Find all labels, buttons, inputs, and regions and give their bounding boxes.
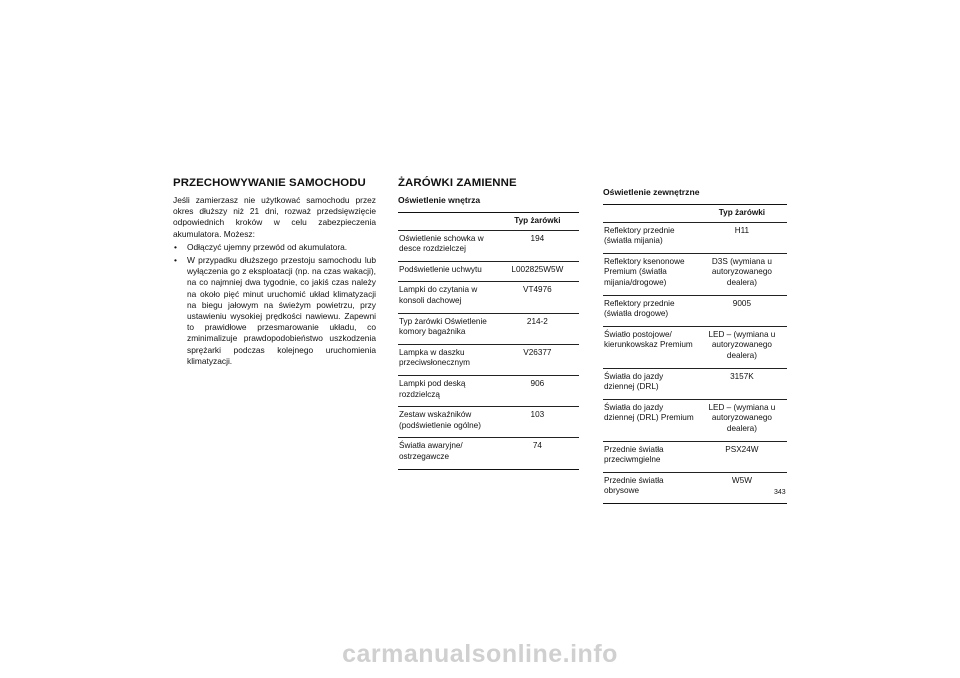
watermark-text: carmanualsonline.info [342,640,618,668]
bulb-location: Lampki do czytania w konsoli dachowej [399,285,478,305]
bulb-type: 214-2 [526,316,548,326]
storage-bullet: • Odłączyć ujemny przewód od akumulatora. [173,242,376,253]
bulb-location: Światła do jazdy dziennej (DRL) Premium [604,402,694,423]
bulb-type: 9005 [732,298,752,308]
bulbs-section [398,177,579,470]
bulb-location: Typ żarówki Oświetlenie komory bagażnika [399,316,487,337]
table-row [398,407,579,438]
bulb-location: Zestaw wskaźników (podświetlenie ogólne) [399,410,481,430]
bulb-type: 906 [530,378,545,388]
table-row [603,253,787,295]
bulb-location: Podświetlenie uchwytu [399,264,482,274]
table-header-blank [603,205,697,223]
exterior-lighting-section [603,177,787,504]
bulb-location: Lampka w daszku przeciwsłonecznym [399,347,470,368]
bulb-location: Światła awaryjne/ ostrzegawcze [399,441,463,461]
bulb-location: Światło postojowe/ kierunkowskaz Premium [604,329,693,350]
bulb-location: Reflektory przednie (światła mijania) [604,225,675,246]
bulb-location: Przednie światła przeciwmgielne [604,444,664,465]
bulb-location: Oświetlenie schowka w desce rozdzielczej [399,233,484,254]
bulb-type: 3157K [730,371,754,381]
table-row [603,441,787,472]
table-header-bulb-type: Typ żarówki [697,205,787,223]
page-number: 343 [774,489,786,496]
table-row [398,375,579,406]
table-row [603,222,787,253]
storage-section [173,177,376,369]
bulb-location: Reflektory przednie (światła drogowe) [604,298,675,319]
bulb-type: 194 [530,233,545,243]
storage-intro: Jeśli zamierzasz nie użytkować samochodu przez okres dłuższy niż 21 dni, rozważ przedsięwzięcie odpowiednich kroków w celu zabezpieczenia akumulatora. Możesz: [173,195,376,239]
table-header-row [398,213,579,231]
table-row [398,344,579,375]
bulb-location: Światła do jazdy dziennej (DRL) [604,371,664,392]
table-row [398,313,579,344]
table-row [603,326,787,368]
exterior-bulb-table [603,204,787,504]
bulb-location: Przednie światła obrysowe [604,475,664,496]
storage-bullet-list [173,242,376,367]
interior-bulb-table [398,212,579,470]
table-row [398,261,579,282]
storage-bullet: • W przypadku dłuższego przestoju samochodu lub wyłączenia go z eksploatacji (np. na czas wakacji), na co najmniej dwa tygodnie, co jakiś czas należy na około pięć minut uruchomić układ klimatyzacji na biegu jałowym na świeżym powietrzu, przy ustawieniu wysokiej prędkości nawiewu. Zapewni to prawidłowe przesmarowanie układu, co zminimalizuje prawdopodobieństwo uszkodzenia sprężarki podczas kolejnego uruchomienia klimatyzacji. [173,255,376,367]
bulb-type: W5W [731,475,752,485]
bulb-type: V26377 [523,347,552,357]
table-header-blank [398,213,496,231]
bulb-type: H11 [734,225,750,235]
table-row [603,399,787,441]
table-header-row [603,205,787,223]
table-row [603,472,787,503]
table-row [398,438,579,469]
bulb-type: 103 [530,410,545,420]
bulb-type: L002825W5W [511,264,564,274]
table-row [603,295,787,326]
bulb-location: Reflektory ksenonowe Premium (światła mijania/drogowe) [604,256,685,287]
table-header-bulb-type: Typ żarówki [496,213,579,231]
exterior-lighting-heading: Oświetlenie zewnętrzne [603,187,700,197]
interior-lighting-heading: Oświetlenie wnętrza [398,195,481,205]
table-row [398,230,579,261]
section-heading-storage: PRZECHOWYWANIE SAMOCHODU [173,177,366,189]
bulb-type: 74 [532,441,542,451]
bulb-type: VT4976 [523,285,552,295]
bulb-location: Lampki pod deską rozdzielczą [399,378,466,399]
section-heading-bulbs: ŻARÓWKI ZAMIENNE [398,177,517,189]
bulb-type: D3S (wymiana u autoryzowanego dealera) [711,256,772,287]
table-row [398,282,579,313]
bulb-type: LED – (wymiana u autoryzowanego dealera) [708,402,776,433]
bulb-type: PSX24W [725,444,759,454]
bulb-type: LED – (wymiana u autoryzowanego dealera) [708,329,776,360]
table-row [603,368,787,399]
